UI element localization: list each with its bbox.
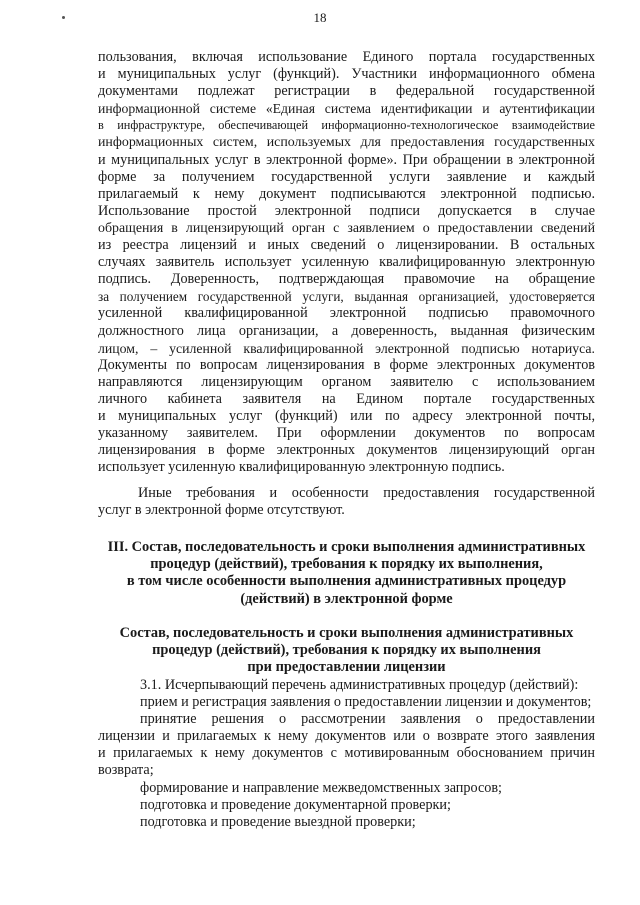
page-number: 18 <box>313 10 327 25</box>
text-line: Использование простой электронной подписи допускается в случае <box>98 202 595 219</box>
text-line: информационных систем, используемых для предоставления государственных <box>98 135 595 151</box>
text-line: усиленной квалифицированной электронной подписью правомочного <box>98 305 595 322</box>
text-line: из реестра лицензий и иных сведений о лицензировании. В остальных <box>98 237 595 254</box>
list-intro: 3.1. Исчерпывающий перечень административных процедур (действий): <box>140 677 579 693</box>
text-line: случаях заявитель использует усиленную квалифицированную электронную <box>98 254 595 271</box>
text-line: использует усиленную квалифицированную электронную подпись. <box>98 459 505 476</box>
text-line: обращения в лицензирующий орган с заявлением о предоставлении сведений <box>98 220 595 236</box>
text-line: Иные требования и особенности предоставления государственной <box>138 485 595 501</box>
section-heading <box>98 539 595 608</box>
heading-line: процедур (действий), требования к порядку их выполнения <box>152 642 541 659</box>
text-line: лицом, – усиленной квалифицированной электронной подписью нотариуса. <box>98 340 595 356</box>
text-line: лицензирования в форме электронных документов лицензирующий орган <box>98 442 595 459</box>
text-line: прилагаемый к нему документ подписываются электронной подписью. <box>98 185 595 202</box>
text-line: за получением государственной услуги, выданная организацией, удостоверяется <box>98 289 595 305</box>
text-line: подпись. Доверенность, подтверждающая правомочие на обращение <box>98 271 595 288</box>
text-line: указанному заявителем. При оформлении документов по вопросам <box>98 425 595 442</box>
text-line: и муниципальных услуг (функций) или по адресу электронной почты, <box>98 407 595 424</box>
procedures-list <box>98 677 595 831</box>
subsection-heading <box>98 625 595 677</box>
list-item-continuation: возврата; <box>98 762 154 779</box>
text-line: и муниципальных услуг (функций). Участники информационного обмена <box>98 66 595 83</box>
text-line: форме за получением государственной услуги заявление и каждый <box>98 168 595 185</box>
text-line: и муниципальных услуг в электронной форме». При обращении в электронной <box>98 151 595 168</box>
heading-line: Состав, последовательность и сроки выполнения административных <box>119 625 574 641</box>
list-item: подготовка и проведение выездной проверки; <box>140 813 416 830</box>
list-item-continuation: лицензии и прилагаемых к нему документов или о возврате этого заявления <box>98 728 595 745</box>
text-line: направляются лицензирующим органом заявителю с использованием <box>98 373 595 390</box>
text-line: документами подлежат регистрации в федеральной государственной <box>98 83 595 100</box>
list-item: подготовка и проведение документарной проверки; <box>140 796 451 813</box>
text-line: личного кабинета заявителя на Едином портале государственных <box>98 390 595 407</box>
paragraph-other-requirements <box>98 485 595 519</box>
text-line: в инфраструктуре, обеспечивающей информационно-технологическое взаимодействие <box>98 118 595 133</box>
heading-line: процедур (действий), требования к порядку их выполнения, <box>150 556 543 573</box>
text-line: должностного лица организации, а доверенность, выданная физическим <box>98 322 595 339</box>
text-line: пользования, включая использование Единого портала государственных <box>98 49 595 65</box>
list-item: формирование и направление межведомственных запросов; <box>140 779 502 796</box>
text-line: услуг в электронной форме отсутствуют. <box>98 502 345 519</box>
heading-line: в том числе особенности выполнения административных процедур <box>126 573 567 590</box>
paragraph-electronic-signature <box>98 49 595 476</box>
list-item: принятие решения о рассмотрении заявления о предоставлении <box>140 711 595 728</box>
text-line: информационной системе «Единая система идентификации и аутентификации <box>98 101 595 117</box>
list-item-continuation: и прилагаемых к нему документов с мотивированным обоснованием причин <box>98 745 595 762</box>
heading-line: при предоставлении лицензии <box>247 659 446 676</box>
text-line: Документы по вопросам лицензирования в форме электронных документов <box>98 356 595 373</box>
heading-line: (действий) в электронной форме <box>240 590 453 607</box>
list-item: прием и регистрация заявления о предоставлении лицензии и документов; <box>140 694 592 711</box>
heading-line: III. Состав, последовательность и сроки выполнения административных <box>107 539 586 555</box>
